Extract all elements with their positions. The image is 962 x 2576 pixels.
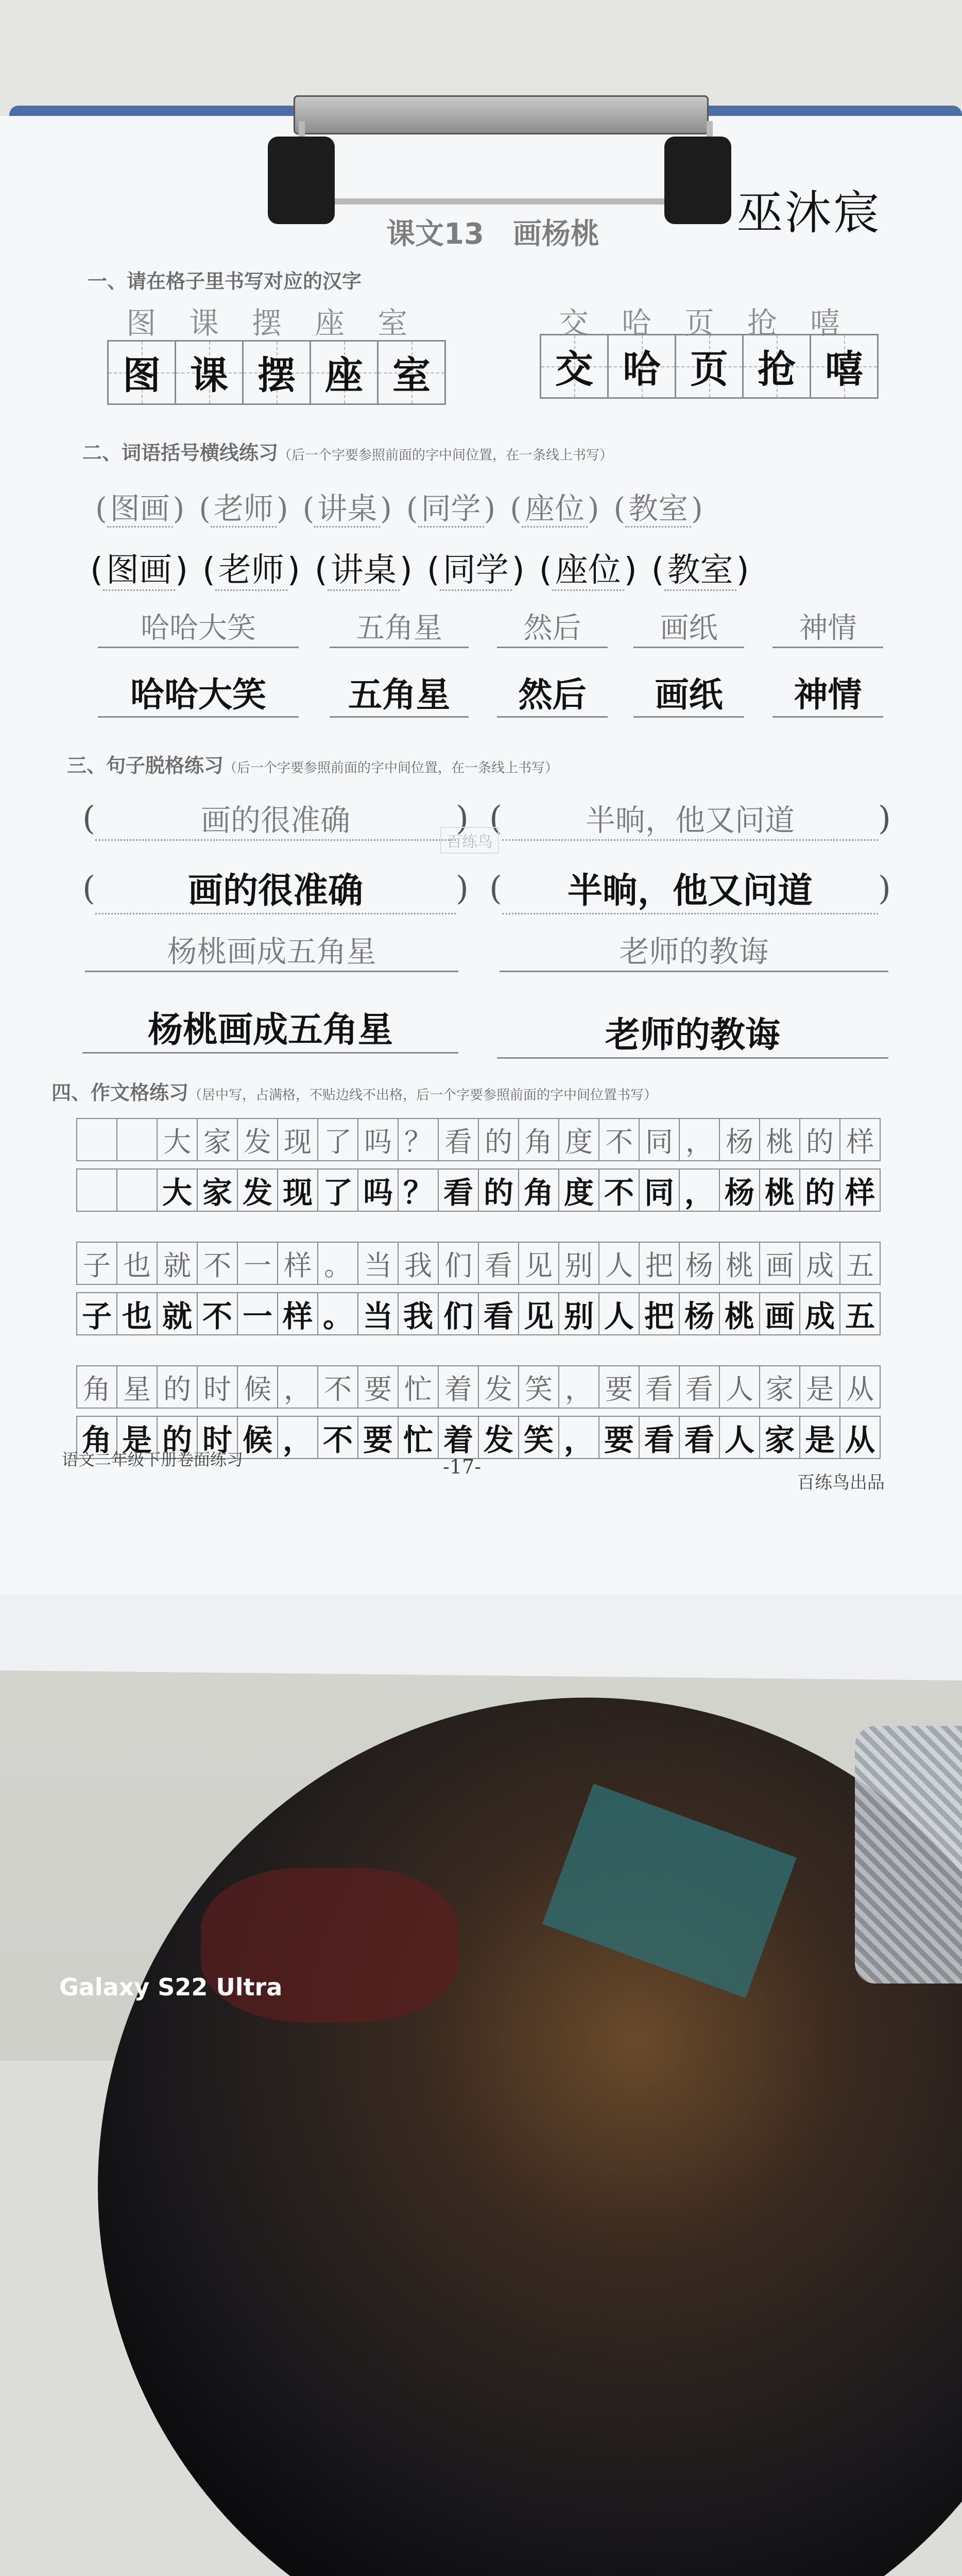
composition-cell: 画	[760, 1243, 800, 1285]
composition-cell: 角	[77, 1366, 117, 1409]
composition-cell: 看	[439, 1119, 479, 1161]
composition-cell: 了	[318, 1119, 358, 1161]
composition-cell: ，	[680, 1170, 720, 1212]
paren-word-hand-6	[651, 544, 749, 591]
paren-word-hand-3	[315, 544, 413, 591]
composition-cell: 五	[840, 1293, 881, 1335]
composition-cell: 吗	[358, 1170, 399, 1212]
sentence-hand-2-text: 半晌，他又问道	[502, 863, 878, 914]
composition-cell: 现	[278, 1170, 318, 1212]
composition-cell: 就	[158, 1293, 198, 1335]
composition-cell: 着	[439, 1366, 479, 1409]
composition-cell: ？	[399, 1170, 439, 1212]
composition-cell: ，	[680, 1119, 720, 1161]
grid-cell-left-5	[379, 342, 444, 403]
paren-word-model-2	[199, 484, 288, 528]
paren-word-model-3	[303, 484, 392, 528]
section4-note: （居中写，占满格，不贴边线不出格，后一个字要参照前面的字中间位置书写）	[188, 1088, 658, 1103]
paren-word-model-text-4: 同学	[418, 491, 484, 528]
section1-title: 一、请在格子里书写对应的汉字	[88, 270, 362, 293]
composition-cell: 家	[760, 1366, 800, 1409]
composition-cell: 发	[238, 1170, 278, 1212]
composition-cell: 从	[840, 1366, 881, 1409]
composition-cell: 五	[840, 1243, 881, 1285]
composition-cell: 忙	[399, 1366, 439, 1409]
line-model-1: 哈哈大笑	[98, 605, 299, 648]
composition-cell: 发	[238, 1119, 278, 1161]
grid-cell-right-1	[541, 335, 609, 397]
composition-cell: 时	[198, 1366, 238, 1409]
composition-cell: 也	[117, 1243, 158, 1285]
paren-open: (	[489, 870, 502, 908]
paren-open: (	[202, 551, 215, 589]
composition-cell: 候	[238, 1417, 278, 1459]
model-char-left-2: 课	[189, 306, 252, 341]
grid-cell-right-char-4: 抢	[758, 347, 796, 392]
clip-foot-left	[268, 137, 335, 224]
composition-cell: 的	[800, 1119, 840, 1161]
composition-cell: 杨	[680, 1243, 720, 1285]
composition-cell: 桃	[720, 1243, 760, 1285]
line-hand-1: 哈哈大笑	[98, 667, 299, 718]
composition-cell: 笑	[519, 1366, 559, 1409]
model-char-left-5: 室	[377, 306, 441, 341]
composition-cell: 看	[640, 1417, 680, 1459]
paren-close: )	[173, 491, 185, 526]
paren-open: (	[489, 799, 502, 838]
composition-cell: 杨	[720, 1119, 760, 1161]
composition-cell: 要	[599, 1417, 640, 1459]
grid-cell-right-char-1: 交	[555, 347, 593, 392]
composition-cell: 子	[77, 1293, 117, 1335]
section1-grid-right	[540, 334, 879, 399]
lesson-title: 课文13 画杨桃	[386, 217, 599, 251]
paren-open: (	[95, 491, 107, 526]
composition-cell: 同	[640, 1170, 680, 1212]
grid-cell-right-5	[811, 335, 877, 397]
composition-cell: 吗	[358, 1119, 399, 1161]
composition-cell: 看	[640, 1366, 680, 1409]
composition-row-5	[76, 1365, 881, 1409]
knit-fabric	[855, 1726, 962, 1984]
paren-open: (	[651, 551, 664, 589]
composition-cell: 样	[840, 1170, 881, 1212]
composition-cell: 家	[198, 1119, 238, 1161]
composition-cell: 人	[720, 1366, 760, 1409]
grid-cell-left-2	[176, 342, 244, 403]
composition-cell: 度	[559, 1170, 599, 1212]
model-char-right-4: 抢	[747, 306, 811, 341]
composition-cell: 的	[479, 1170, 519, 1212]
composition-cell: 人	[599, 1293, 640, 1335]
section4-title-text: 四、作文格练习	[51, 1081, 189, 1104]
object-teal-patch	[542, 1784, 797, 1998]
composition-cell: 要	[358, 1366, 399, 1409]
section3-title-text: 三、句子脱格练习	[67, 754, 224, 777]
composition-cell: 不	[318, 1366, 358, 1409]
paren-open: (	[90, 551, 103, 589]
sentence-model-1-text: 画的很准确	[95, 796, 456, 841]
model-char-right-2: 哈	[622, 306, 685, 341]
underline-hand-2: 老师的教诲	[497, 1007, 888, 1059]
composition-row-3	[76, 1242, 881, 1285]
composition-cell: ？	[399, 1119, 439, 1161]
paren-word-model-4	[406, 484, 495, 528]
sentence-model-2-text: 半晌，他又问道	[502, 796, 878, 841]
composition-cell: 也	[117, 1293, 158, 1335]
section4-title	[51, 1077, 657, 1105]
composition-cell: 人	[599, 1243, 640, 1285]
paren-word-hand-text-5: 座位	[552, 551, 624, 591]
paren-close: )	[736, 551, 749, 589]
sentence-model-1	[82, 796, 469, 841]
line-hand-3: 然后	[497, 667, 608, 718]
section2-title	[82, 437, 613, 465]
camera-watermark: Galaxy S22 Ultra	[59, 1973, 283, 2001]
composition-cell: 不	[599, 1170, 640, 1212]
grid-cell-left-char-5: 室	[392, 353, 431, 398]
composition-cell: 画	[760, 1293, 800, 1335]
paren-word-model-1	[95, 484, 184, 528]
section1-grid-left	[107, 340, 446, 405]
paren-word-model-text-6: 教室	[625, 491, 691, 528]
composition-cell: 子	[77, 1243, 117, 1285]
composition-cell: 成	[800, 1293, 840, 1335]
paren-close: )	[587, 491, 599, 526]
paren-close: )	[276, 491, 288, 526]
line-model-5: 神情	[772, 605, 883, 648]
composition-cell: 当	[358, 1243, 399, 1285]
paren-open: (	[302, 491, 315, 526]
line-hand-4: 画纸	[633, 667, 744, 718]
section2-paren-hand-row	[90, 544, 749, 591]
composition-cell: 成	[800, 1243, 840, 1285]
paren-word-model-6	[613, 484, 702, 528]
composition-cell: 同	[640, 1119, 680, 1161]
composition-cell: 是	[800, 1417, 840, 1459]
composition-cell: 的	[158, 1366, 198, 1409]
paren-word-hand-text-2: 老师	[215, 551, 287, 591]
grid-cell-right-2	[609, 335, 676, 397]
paren-close: )	[511, 551, 525, 589]
composition-cell: 样	[840, 1119, 881, 1161]
composition-cell: 当	[358, 1293, 399, 1335]
composition-cell: 要	[599, 1366, 640, 1409]
composition-cell: ，	[559, 1417, 599, 1459]
composition-cell: 杨	[720, 1170, 760, 1212]
composition-cell	[77, 1119, 117, 1161]
section2-note: （后一个字要参照前面的字中间位置，在一条线上书写）	[278, 448, 613, 463]
sentence-hand-1-text: 画的很准确	[95, 863, 456, 914]
composition-cell: 是	[800, 1366, 840, 1409]
composition-cell: 我	[399, 1243, 439, 1285]
composition-cell: 看	[479, 1243, 519, 1285]
section3-title	[67, 750, 558, 778]
composition-cell	[117, 1170, 158, 1212]
composition-row-2	[76, 1168, 881, 1212]
grid-cell-right-4	[744, 335, 811, 397]
paren-word-model-5	[510, 484, 599, 528]
composition-cell: 一	[238, 1293, 278, 1335]
composition-cell: 家	[198, 1170, 238, 1212]
clip-foot-right	[664, 137, 731, 224]
paren-close: )	[878, 799, 891, 838]
paren-open: (	[426, 551, 440, 589]
composition-cell: 桃	[760, 1119, 800, 1161]
composition-cell: 发	[479, 1417, 519, 1459]
composition-cell: 我	[399, 1293, 439, 1335]
section2-title-text: 二、词语括号横线练习	[82, 442, 279, 464]
composition-cell: 把	[640, 1243, 680, 1285]
composition-cell: ，	[278, 1366, 318, 1409]
paren-word-hand-2	[202, 544, 300, 591]
paren-open: (	[613, 491, 626, 526]
composition-cell: 度	[559, 1119, 599, 1161]
composition-cell: 不	[318, 1417, 358, 1459]
composition-cell: 从	[840, 1417, 881, 1459]
composition-cell: 的	[800, 1170, 840, 1212]
paren-close: )	[878, 870, 891, 908]
composition-cell: 一	[238, 1243, 278, 1285]
paren-close: )	[399, 551, 413, 589]
composition-cell: 。	[318, 1243, 358, 1285]
sentence-hand-2	[489, 863, 891, 914]
grid-cell-right-3	[676, 335, 744, 397]
grid-cell-left-char-4: 座	[325, 353, 363, 398]
clipboard-clip	[268, 90, 731, 229]
line-hand-5: 神情	[772, 667, 883, 718]
line-model-4: 画纸	[633, 605, 744, 648]
underline-model-1: 杨桃画成五角星	[85, 927, 458, 972]
paren-close: )	[380, 491, 392, 526]
composition-cell: 要	[358, 1417, 399, 1459]
composition-cell: 候	[238, 1366, 278, 1409]
composition-cell: 杨	[680, 1293, 720, 1335]
composition-cell: ，	[278, 1417, 318, 1459]
paren-close: )	[456, 870, 469, 908]
grid-cell-right-char-5: 嘻	[825, 347, 863, 392]
composition-cell: 的	[158, 1417, 198, 1459]
composition-cell: 见	[519, 1293, 559, 1335]
grid-cell-left-char-2: 课	[190, 353, 228, 398]
composition-cell: 见	[519, 1243, 559, 1285]
composition-cell: 们	[439, 1293, 479, 1335]
composition-cell: 们	[439, 1243, 479, 1285]
section2-paren-model-row	[95, 484, 703, 528]
model-char-left-4: 座	[315, 306, 378, 341]
composition-cell	[77, 1170, 117, 1212]
composition-cell: 就	[158, 1243, 198, 1285]
paren-open: (	[539, 551, 552, 589]
paren-open: (	[314, 551, 328, 589]
section1-model-left	[126, 299, 440, 342]
paren-close: )	[624, 551, 637, 589]
model-char-right-3: 页	[684, 306, 748, 341]
grid-cell-left-1	[109, 342, 176, 403]
student-name: 巫沐宸	[736, 186, 882, 240]
sentence-hand-1	[82, 863, 469, 914]
composition-cell: 忙	[399, 1417, 439, 1459]
composition-cell: 的	[479, 1119, 519, 1161]
composition-cell: 把	[640, 1293, 680, 1335]
line-hand-2: 五角星	[330, 667, 469, 718]
grid-cell-right-char-3: 页	[690, 347, 728, 392]
composition-cell: 是	[117, 1417, 158, 1459]
paren-close: )	[691, 491, 703, 526]
paren-word-model-text-3: 讲桌	[314, 491, 380, 528]
section3-note: （后一个字要参照前面的字中间位置，在一条线上书写）	[224, 760, 559, 776]
paren-word-hand-5	[539, 544, 637, 591]
grid-cell-right-char-2: 哈	[623, 347, 661, 392]
paren-word-hand-text-3: 讲桌	[328, 551, 400, 591]
composition-row-4	[76, 1292, 881, 1335]
composition-cell: 看	[479, 1293, 519, 1335]
model-char-left-1: 图	[126, 306, 190, 341]
model-char-right-5: 嘻	[810, 306, 873, 341]
composition-cell: 不	[198, 1243, 238, 1285]
paren-close: )	[287, 551, 300, 589]
composition-cell: 桃	[760, 1170, 800, 1212]
paren-word-model-text-5: 座位	[522, 491, 588, 528]
composition-cell	[117, 1119, 158, 1161]
composition-cell: 现	[278, 1119, 318, 1161]
paren-close: )	[456, 799, 469, 838]
paren-word-hand-text-1: 图画	[103, 551, 175, 591]
composition-cell: 看	[439, 1170, 479, 1212]
paren-open: (	[199, 491, 211, 526]
footer-left: 语文二年级下册卷面练习	[62, 1450, 244, 1469]
paren-close: )	[175, 551, 188, 589]
composition-cell: 样	[278, 1293, 318, 1335]
paren-close: )	[484, 491, 496, 526]
composition-cell: 看	[680, 1417, 720, 1459]
model-char-left-3: 摆	[252, 306, 315, 341]
composition-cell: 大	[158, 1170, 198, 1212]
composition-cell: 人	[720, 1417, 760, 1459]
paren-open: (	[82, 799, 95, 838]
grid-cell-left-3	[244, 342, 311, 403]
composition-cell: 星	[117, 1366, 158, 1409]
paren-word-hand-1	[90, 544, 188, 591]
composition-cell: 大	[158, 1119, 198, 1161]
underline-hand-1: 杨桃画成五角星	[82, 1002, 458, 1054]
paren-open: (	[510, 491, 522, 526]
line-model-2: 五角星	[330, 605, 469, 648]
underline-model-2: 老师的教诲	[500, 927, 888, 972]
line-model-3: 然后	[497, 605, 608, 648]
composition-cell: 角	[77, 1417, 117, 1459]
footer-page-number: -17-	[443, 1455, 482, 1478]
clip-wire	[299, 121, 713, 205]
composition-cell: 了	[318, 1170, 358, 1212]
composition-cell: 桃	[720, 1293, 760, 1335]
composition-cell: 家	[760, 1417, 800, 1459]
composition-cell: 角	[519, 1170, 559, 1212]
brand-stamp: 百练鸟	[440, 827, 499, 854]
composition-cell: 别	[559, 1293, 599, 1335]
composition-cell: ，	[559, 1366, 599, 1409]
composition-row-1	[76, 1118, 881, 1161]
paren-open: (	[82, 870, 95, 908]
composition-cell: 别	[559, 1243, 599, 1285]
paren-word-hand-4	[427, 544, 525, 591]
sentence-model-2	[489, 796, 891, 841]
paren-word-hand-text-4: 同学	[440, 551, 512, 591]
paren-word-model-text-1: 图画	[107, 491, 173, 528]
composition-cell: 不	[198, 1293, 238, 1335]
composition-cell: 。	[318, 1293, 358, 1335]
composition-cell: 发	[479, 1366, 519, 1409]
composition-cell: 样	[278, 1243, 318, 1285]
composition-cell: 不	[599, 1119, 640, 1161]
composition-cell: 时	[198, 1417, 238, 1459]
composition-cell: 看	[680, 1366, 720, 1409]
paren-word-model-text-2: 老师	[211, 491, 277, 528]
paren-word-hand-text-6: 教室	[664, 551, 736, 591]
composition-cell: 着	[439, 1417, 479, 1459]
paren-open: (	[406, 491, 418, 526]
grid-cell-left-char-1: 图	[123, 353, 161, 398]
grid-cell-left-char-3: 摆	[257, 353, 296, 398]
composition-cell: 笑	[519, 1417, 559, 1459]
footer-right: 百练鸟出品	[797, 1472, 885, 1493]
model-char-right-1: 交	[559, 306, 622, 341]
grid-cell-left-4	[311, 342, 379, 403]
composition-cell: 角	[519, 1119, 559, 1161]
